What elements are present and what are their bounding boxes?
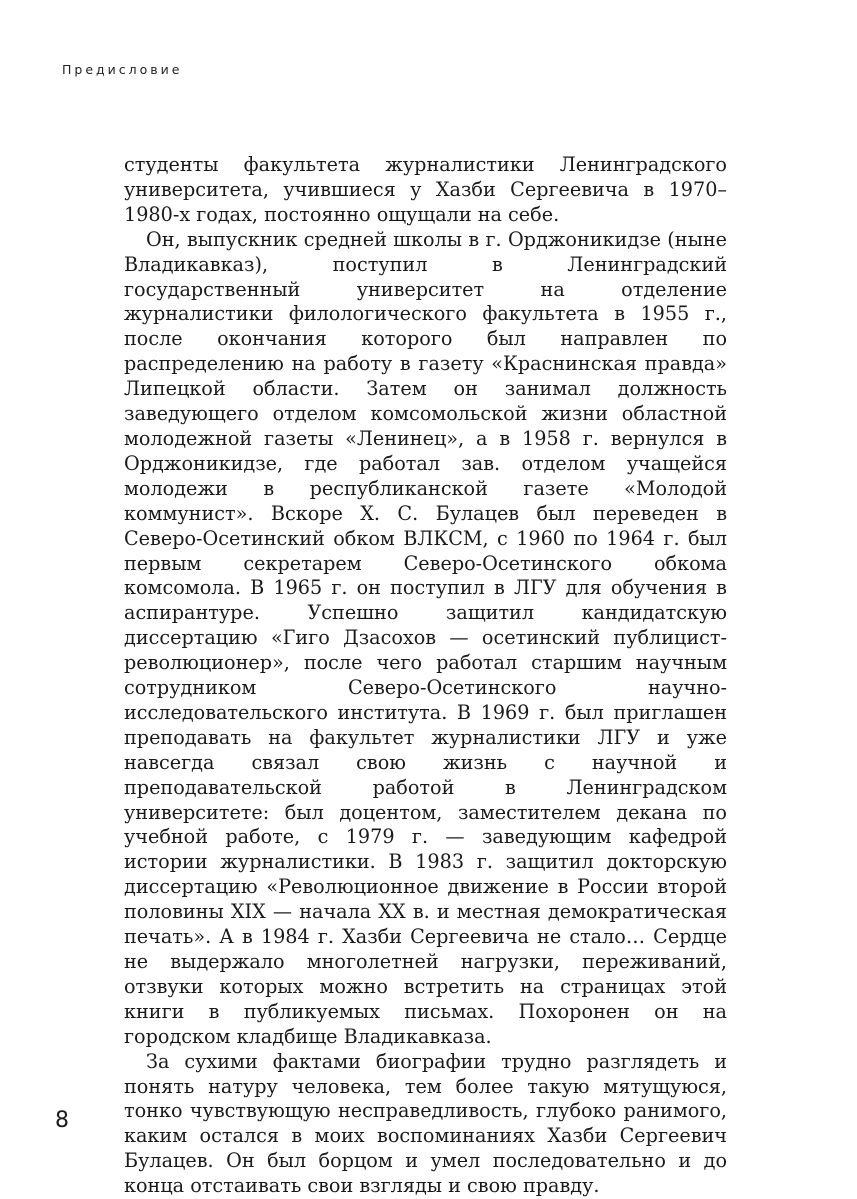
body-text: [124, 153, 727, 1199]
page-number: 8: [55, 1108, 69, 1133]
paragraph-continuation: студенты факультета журналистики Ленинградского университета, учившиеся у Хазби Сергеевича в 1970–1980-х годах, постоянно ощущали на себе.: [124, 153, 727, 226]
paragraph-biography: Он, выпускник средней школы в г. Орджоникидзе (ныне Владикавказ), поступил в Ленинградский государственный университет на отделение журналистики филологического факультета в 1955 г., после окончания которого был направлен по распределению на работу в газету «Краснинская правда» Липецкой области. Затем он занимал должность заведующего отделом комсомольской жизни областной молодежной газеты «Ленинец», а в 1958 г. вернулся в Орджоникидзе, где работал зав. отделом учащейся молодежи в республиканской газете «Молодой коммунист». Вскоре Х. С. Булацев был переведен в Северо-Осетинский обком ВЛКСМ, с 1960 по 1964 г. был первым секретарем Северо-Осетинского обкома комсомола. В 1965 г. он поступил в ЛГУ для обучения в аспирантуре. Успешно защитил кандидатскую диссертацию «Гиго Дзасохов — осетинский публицист-революционер», после чего работал старшим научным сотрудником Северо-Осетинского научно-исследовательского института. В 1969 г. был приглашен преподавать на факультет журналистики ЛГУ и уже навсегда связал свою жизнь с научной и преподавательской работой в Ленинградском университете: был доцентом, заместителем декана по учебной работе, с 1979 г. — заведующим кафедрой истории журналистики. В 1983 г. защитил докторскую диссертацию «Революционное движение в России второй половины XIX — начала XX в. и местная демократическая печать». А в 1984 г. Хазби Сергеевича не стало… Сердце не выдержало многолетней нагрузки, переживаний, отзвуки которых можно встретить на страницах этой книги в публикуемых письмах. Похоронен он на городском кладбище Владикавказа.: [124, 227, 727, 1048]
running-head: Предисловие: [62, 62, 183, 77]
paragraph-character: За сухими фактами биографии трудно разглядеть и понять натуру человека, тем более такую мятущуюся, тонко чувствующую несправедливость, глубоко ранимого, каким остался в моих воспоминаниях Хазби Сергеевич Булацев. Он был борцом и умел последовательно и до конца отстаивать свои взгляды и свою правду.: [124, 1049, 727, 1198]
